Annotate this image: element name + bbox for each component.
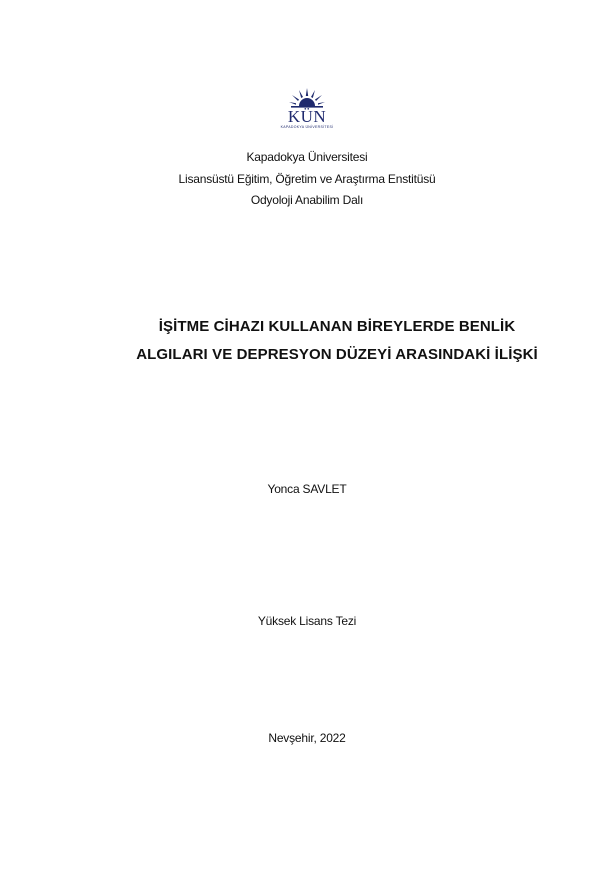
- department-name: Odyoloji Anabilim Dalı: [250, 193, 364, 207]
- logo-subtext: KAPADOKYA ÜNİVERSİTESİ: [280, 125, 334, 129]
- place-and-year: Nevşehir, 2022: [268, 731, 346, 745]
- thesis-title-line-2: ALGILARI VE DEPRESYON DÜZEYİ ARASINDAKİ İLİŞKİ: [136, 346, 538, 363]
- sun-emblem-icon: [287, 86, 327, 108]
- author-name: Yonca SAVLET: [267, 482, 347, 496]
- university-logo: [277, 86, 337, 130]
- university-name: Kapadokya Üniversitesi: [246, 150, 368, 164]
- thesis-title-line-1: İŞİTME CİHAZI KULLANAN BİREYLERDE BENLİK: [158, 318, 516, 335]
- degree-type: Yüksek Lisans Tezi: [257, 614, 357, 628]
- logo-wordmark: KÜN: [287, 107, 327, 126]
- institute-name: Lisansüstü Eğitim, Öğretim ve Araştırma Enstitüsü: [178, 172, 436, 186]
